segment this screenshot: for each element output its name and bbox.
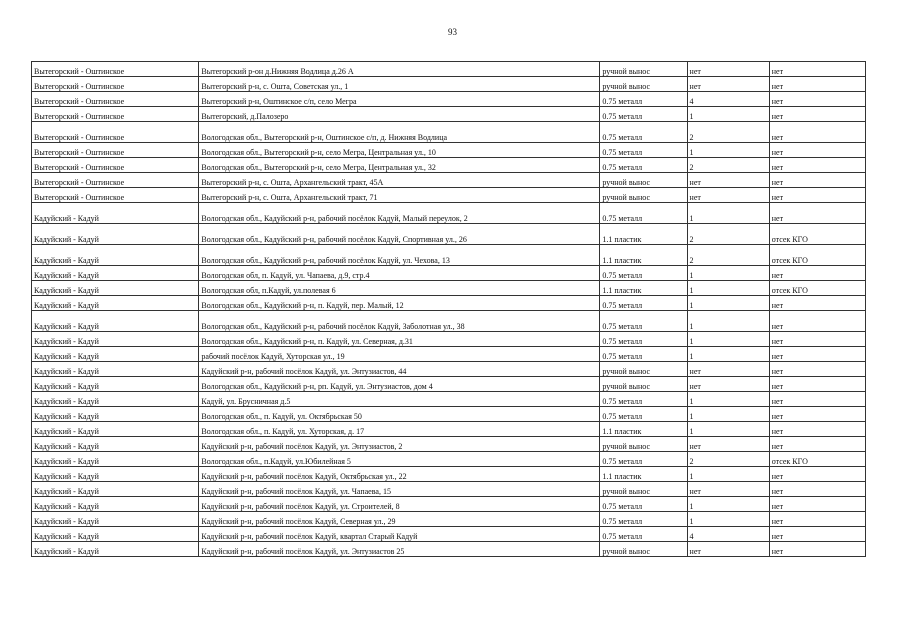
district-cell: Вытегорский - Оштинское [32, 107, 199, 122]
address-cell: Кадуйский р-н, рабочий посёлок Кадуй, квартал Старый Кадуй [199, 527, 600, 542]
kgo-cell: нет [769, 296, 865, 311]
container-count-cell: 4 [687, 527, 769, 542]
address-cell: Вытегорский р-он д.Нижняя Водлица д.26 А [199, 62, 600, 77]
container-count-cell: 2 [687, 224, 769, 245]
kgo-cell: нет [769, 203, 865, 224]
district-cell: Кадуйский - Кадуй [32, 467, 199, 482]
table-row [32, 245, 866, 266]
kgo-cell: нет [769, 158, 865, 173]
container-type-cell: ручной вынос [600, 437, 687, 452]
district-cell: Кадуйский - Кадуй [32, 482, 199, 497]
address-cell: Вологодская обл., п.Кадуй, ул.Юбилейная 5 [199, 452, 600, 467]
container-type-cell: 0.75 металл [600, 158, 687, 173]
kgo-cell: отсек КГО [769, 452, 865, 467]
table-row [32, 158, 866, 173]
container-type-cell: 0.75 металл [600, 512, 687, 527]
table-row [32, 542, 866, 557]
container-count-cell: 1 [687, 203, 769, 224]
address-cell: Вологодская обл., Кадуйский р-н, рабочий посёлок Кадуй, Заболотная ул., 38 [199, 311, 600, 332]
address-cell: Вологодская обл., Кадуйский р-н, п. Кадуй, пер. Малый, 12 [199, 296, 600, 311]
container-count-cell: 1 [687, 143, 769, 158]
district-cell: Кадуйский - Кадуй [32, 377, 199, 392]
district-cell: Кадуйский - Кадуй [32, 422, 199, 437]
district-cell: Кадуйский - Кадуй [32, 437, 199, 452]
district-cell: Вытегорский - Оштинское [32, 92, 199, 107]
table-row [32, 296, 866, 311]
container-type-cell: 0.75 металл [600, 311, 687, 332]
container-count-cell: 2 [687, 122, 769, 143]
kgo-cell: нет [769, 482, 865, 497]
container-type-cell: ручной вынос [600, 542, 687, 557]
kgo-cell: нет [769, 437, 865, 452]
container-type-cell: 0.75 металл [600, 266, 687, 281]
kgo-cell: нет [769, 143, 865, 158]
container-count-cell: нет [687, 482, 769, 497]
district-cell: Вытегорский - Оштинское [32, 62, 199, 77]
container-sites-table [31, 61, 866, 557]
table-row [32, 173, 866, 188]
district-cell: Кадуйский - Кадуй [32, 332, 199, 347]
table-body [32, 62, 866, 557]
container-count-cell: нет [687, 437, 769, 452]
container-count-cell: 2 [687, 158, 769, 173]
container-count-cell: нет [687, 77, 769, 92]
kgo-cell: нет [769, 497, 865, 512]
address-cell: Вологодская обл., Кадуйский р-н, рабочий посёлок Кадуй, Малый переулок, 2 [199, 203, 600, 224]
container-count-cell: 1 [687, 512, 769, 527]
address-cell: Кадуйский р-н, рабочий посёлок Кадуй, Северная ул., 29 [199, 512, 600, 527]
table-row [32, 266, 866, 281]
address-cell: Кадуйский р-н, рабочий посёлок Кадуй, Октябрьская ул., 22 [199, 467, 600, 482]
table-row [32, 122, 866, 143]
kgo-cell: нет [769, 92, 865, 107]
container-count-cell: 1 [687, 332, 769, 347]
kgo-cell: нет [769, 173, 865, 188]
table-row [32, 203, 866, 224]
district-cell: Кадуйский - Кадуй [32, 266, 199, 281]
table-row [32, 224, 866, 245]
container-type-cell: ручной вынос [600, 482, 687, 497]
district-cell: Кадуйский - Кадуй [32, 311, 199, 332]
district-cell: Кадуйский - Кадуй [32, 527, 199, 542]
table-row [32, 467, 866, 482]
container-type-cell: 0.75 металл [600, 452, 687, 467]
container-type-cell: 0.75 металл [600, 143, 687, 158]
district-cell: Вытегорский - Оштинское [32, 188, 199, 203]
container-type-cell: 0.75 металл [600, 332, 687, 347]
district-cell: Вытегорский - Оштинское [32, 158, 199, 173]
address-cell: Кадуйский р-н, рабочий посёлок Кадуй, ул. Строителей, 8 [199, 497, 600, 512]
container-count-cell: 4 [687, 92, 769, 107]
address-cell: Кадуйский р-н, рабочий посёлок Кадуй, ул. Чапаева, 15 [199, 482, 600, 497]
container-count-cell: 1 [687, 392, 769, 407]
table-row [32, 482, 866, 497]
district-cell: Кадуйский - Кадуй [32, 392, 199, 407]
kgo-cell: нет [769, 77, 865, 92]
table-row [32, 347, 866, 362]
district-cell: Вытегорский - Оштинское [32, 77, 199, 92]
district-cell: Вытегорский - Оштинское [32, 122, 199, 143]
container-count-cell: 1 [687, 467, 769, 482]
address-cell: Вытегорский р-н, Оштинское с/п, село Мегра [199, 92, 600, 107]
district-cell: Кадуйский - Кадуй [32, 542, 199, 557]
table-row [32, 92, 866, 107]
kgo-cell: нет [769, 62, 865, 77]
table-row [32, 77, 866, 92]
address-cell: Вологодская обл., Вытегорский р-н, Оштинское с/п, д. Нижняя Водлица [199, 122, 600, 143]
container-count-cell: 1 [687, 281, 769, 296]
address-cell: Кадуй, ул. Брусничная д.5 [199, 392, 600, 407]
address-cell: Вологодская обл., Кадуйский р-н, рп. Кадуй, ул. Энтузиастов, дом 4 [199, 377, 600, 392]
kgo-cell: нет [769, 188, 865, 203]
container-count-cell: нет [687, 362, 769, 377]
container-type-cell: ручной вынос [600, 77, 687, 92]
container-type-cell: 0.75 металл [600, 92, 687, 107]
container-type-cell: 0.75 металл [600, 347, 687, 362]
container-type-cell: 0.75 металл [600, 407, 687, 422]
container-type-cell: 0.75 металл [600, 296, 687, 311]
table-row [32, 377, 866, 392]
container-type-cell: ручной вынос [600, 188, 687, 203]
container-type-cell: ручной вынос [600, 362, 687, 377]
container-count-cell: нет [687, 173, 769, 188]
address-cell: Вологодская обл., Кадуйский р-н, рабочий посёлок Кадуй, Спортивная ул., 26 [199, 224, 600, 245]
container-type-cell: 1.1 пластик [600, 422, 687, 437]
kgo-cell: нет [769, 467, 865, 482]
address-cell: Вытегорский, д.Палозеро [199, 107, 600, 122]
container-count-cell: нет [687, 542, 769, 557]
address-cell: Вытегорский р-н, с. Ошта, Архангельский тракт, 45А [199, 173, 600, 188]
address-cell: Кадуйский р-н, рабочий посёлок Кадуй, ул. Энтузиастов, 44 [199, 362, 600, 377]
container-count-cell: 1 [687, 296, 769, 311]
container-count-cell: 1 [687, 497, 769, 512]
container-count-cell: 1 [687, 311, 769, 332]
kgo-cell: нет [769, 347, 865, 362]
district-cell: Кадуйский - Кадуй [32, 245, 199, 266]
table-row [32, 407, 866, 422]
table-row [32, 332, 866, 347]
container-count-cell: 1 [687, 407, 769, 422]
kgo-cell: нет [769, 377, 865, 392]
container-type-cell: 1.1 пластик [600, 281, 687, 296]
address-cell: Вытегорский р-н, с. Ошта, Архангельский тракт, 71 [199, 188, 600, 203]
table-row [32, 497, 866, 512]
district-cell: Кадуйский - Кадуй [32, 497, 199, 512]
kgo-cell: нет [769, 512, 865, 527]
address-cell: Вологодская обл, п. Кадуй, ул. Чапаева, д.9, стр.4 [199, 266, 600, 281]
district-cell: Кадуйский - Кадуй [32, 512, 199, 527]
container-count-cell: 1 [687, 347, 769, 362]
kgo-cell: нет [769, 362, 865, 377]
kgo-cell: нет [769, 407, 865, 422]
district-cell: Кадуйский - Кадуй [32, 224, 199, 245]
container-count-cell: 2 [687, 245, 769, 266]
address-cell: Вологодская обл., Кадуйский р-н, рабочий посёлок Кадуй, ул. Чехова, 13 [199, 245, 600, 266]
address-cell: Кадуйский р-н, рабочий посёлок Кадуй, ул. Энтузиастов 25 [199, 542, 600, 557]
address-cell: Кадуйский р-н, рабочий посёлок Кадуй, ул. Энтузиастов, 2 [199, 437, 600, 452]
district-cell: Кадуйский - Кадуй [32, 362, 199, 377]
container-type-cell: ручной вынос [600, 173, 687, 188]
table-row [32, 311, 866, 332]
address-cell: Вологодская обл, п.Кадуй, ул.полевая 6 [199, 281, 600, 296]
table-row [32, 452, 866, 467]
container-type-cell: 0.75 металл [600, 203, 687, 224]
container-type-cell: 0.75 металл [600, 122, 687, 143]
table-row [32, 512, 866, 527]
container-type-cell: 1.1 пластик [600, 245, 687, 266]
kgo-cell: отсек КГО [769, 224, 865, 245]
container-count-cell: 1 [687, 422, 769, 437]
kgo-cell: нет [769, 107, 865, 122]
district-cell: Кадуйский - Кадуй [32, 407, 199, 422]
kgo-cell: нет [769, 122, 865, 143]
container-count-cell: 1 [687, 107, 769, 122]
container-type-cell: 1.1 пластик [600, 224, 687, 245]
address-cell: Вытегорский р-н, с. Ошта, Советская ул., 1 [199, 77, 600, 92]
container-count-cell: нет [687, 377, 769, 392]
address-cell: рабочий посёлок Кадуй, Хуторская ул., 19 [199, 347, 600, 362]
kgo-cell: нет [769, 422, 865, 437]
address-cell: Вологодская обл., п. Кадуй, ул. Октябрьская 50 [199, 407, 600, 422]
address-cell: Вологодская обл., Вытегорский р-н, село Мегра, Центральная ул., 10 [199, 143, 600, 158]
table-row [32, 422, 866, 437]
table-row [32, 281, 866, 296]
container-type-cell: 0.75 металл [600, 392, 687, 407]
container-type-cell: ручной вынос [600, 62, 687, 77]
kgo-cell: нет [769, 266, 865, 281]
container-count-cell: нет [687, 188, 769, 203]
kgo-cell: нет [769, 392, 865, 407]
table-row [32, 392, 866, 407]
kgo-cell: отсек КГО [769, 281, 865, 296]
table-row [32, 437, 866, 452]
district-cell: Кадуйский - Кадуй [32, 281, 199, 296]
district-cell: Вытегорский - Оштинское [32, 143, 199, 158]
address-cell: Вологодская обл., п. Кадуй, ул. Хуторская, д. 17 [199, 422, 600, 437]
container-count-cell: 2 [687, 452, 769, 467]
table-row [32, 107, 866, 122]
container-count-cell: нет [687, 62, 769, 77]
address-cell: Вологодская обл., Вытегорский р-н, село Мегра, Центральная ул., 32 [199, 158, 600, 173]
container-type-cell: 0.75 металл [600, 497, 687, 512]
kgo-cell: нет [769, 542, 865, 557]
address-cell: Вологодская обл., Кадуйский р-н, п. Кадуй, ул. Северная, д.31 [199, 332, 600, 347]
container-type-cell: 0.75 металл [600, 527, 687, 542]
district-cell: Кадуйский - Кадуй [32, 452, 199, 467]
container-type-cell: ручной вынос [600, 377, 687, 392]
table-row [32, 188, 866, 203]
container-count-cell: 1 [687, 266, 769, 281]
district-cell: Кадуйский - Кадуй [32, 347, 199, 362]
table-row [32, 362, 866, 377]
kgo-cell: отсек КГО [769, 245, 865, 266]
table-row [32, 62, 866, 77]
container-type-cell: 0.75 металл [600, 107, 687, 122]
table-row [32, 527, 866, 542]
kgo-cell: нет [769, 332, 865, 347]
district-cell: Кадуйский - Кадуй [32, 203, 199, 224]
kgo-cell: нет [769, 311, 865, 332]
district-cell: Кадуйский - Кадуй [32, 296, 199, 311]
container-type-cell: 1.1 пластик [600, 467, 687, 482]
page-number: 93 [448, 27, 457, 37]
kgo-cell: нет [769, 527, 865, 542]
table-row [32, 143, 866, 158]
district-cell: Вытегорский - Оштинское [32, 173, 199, 188]
